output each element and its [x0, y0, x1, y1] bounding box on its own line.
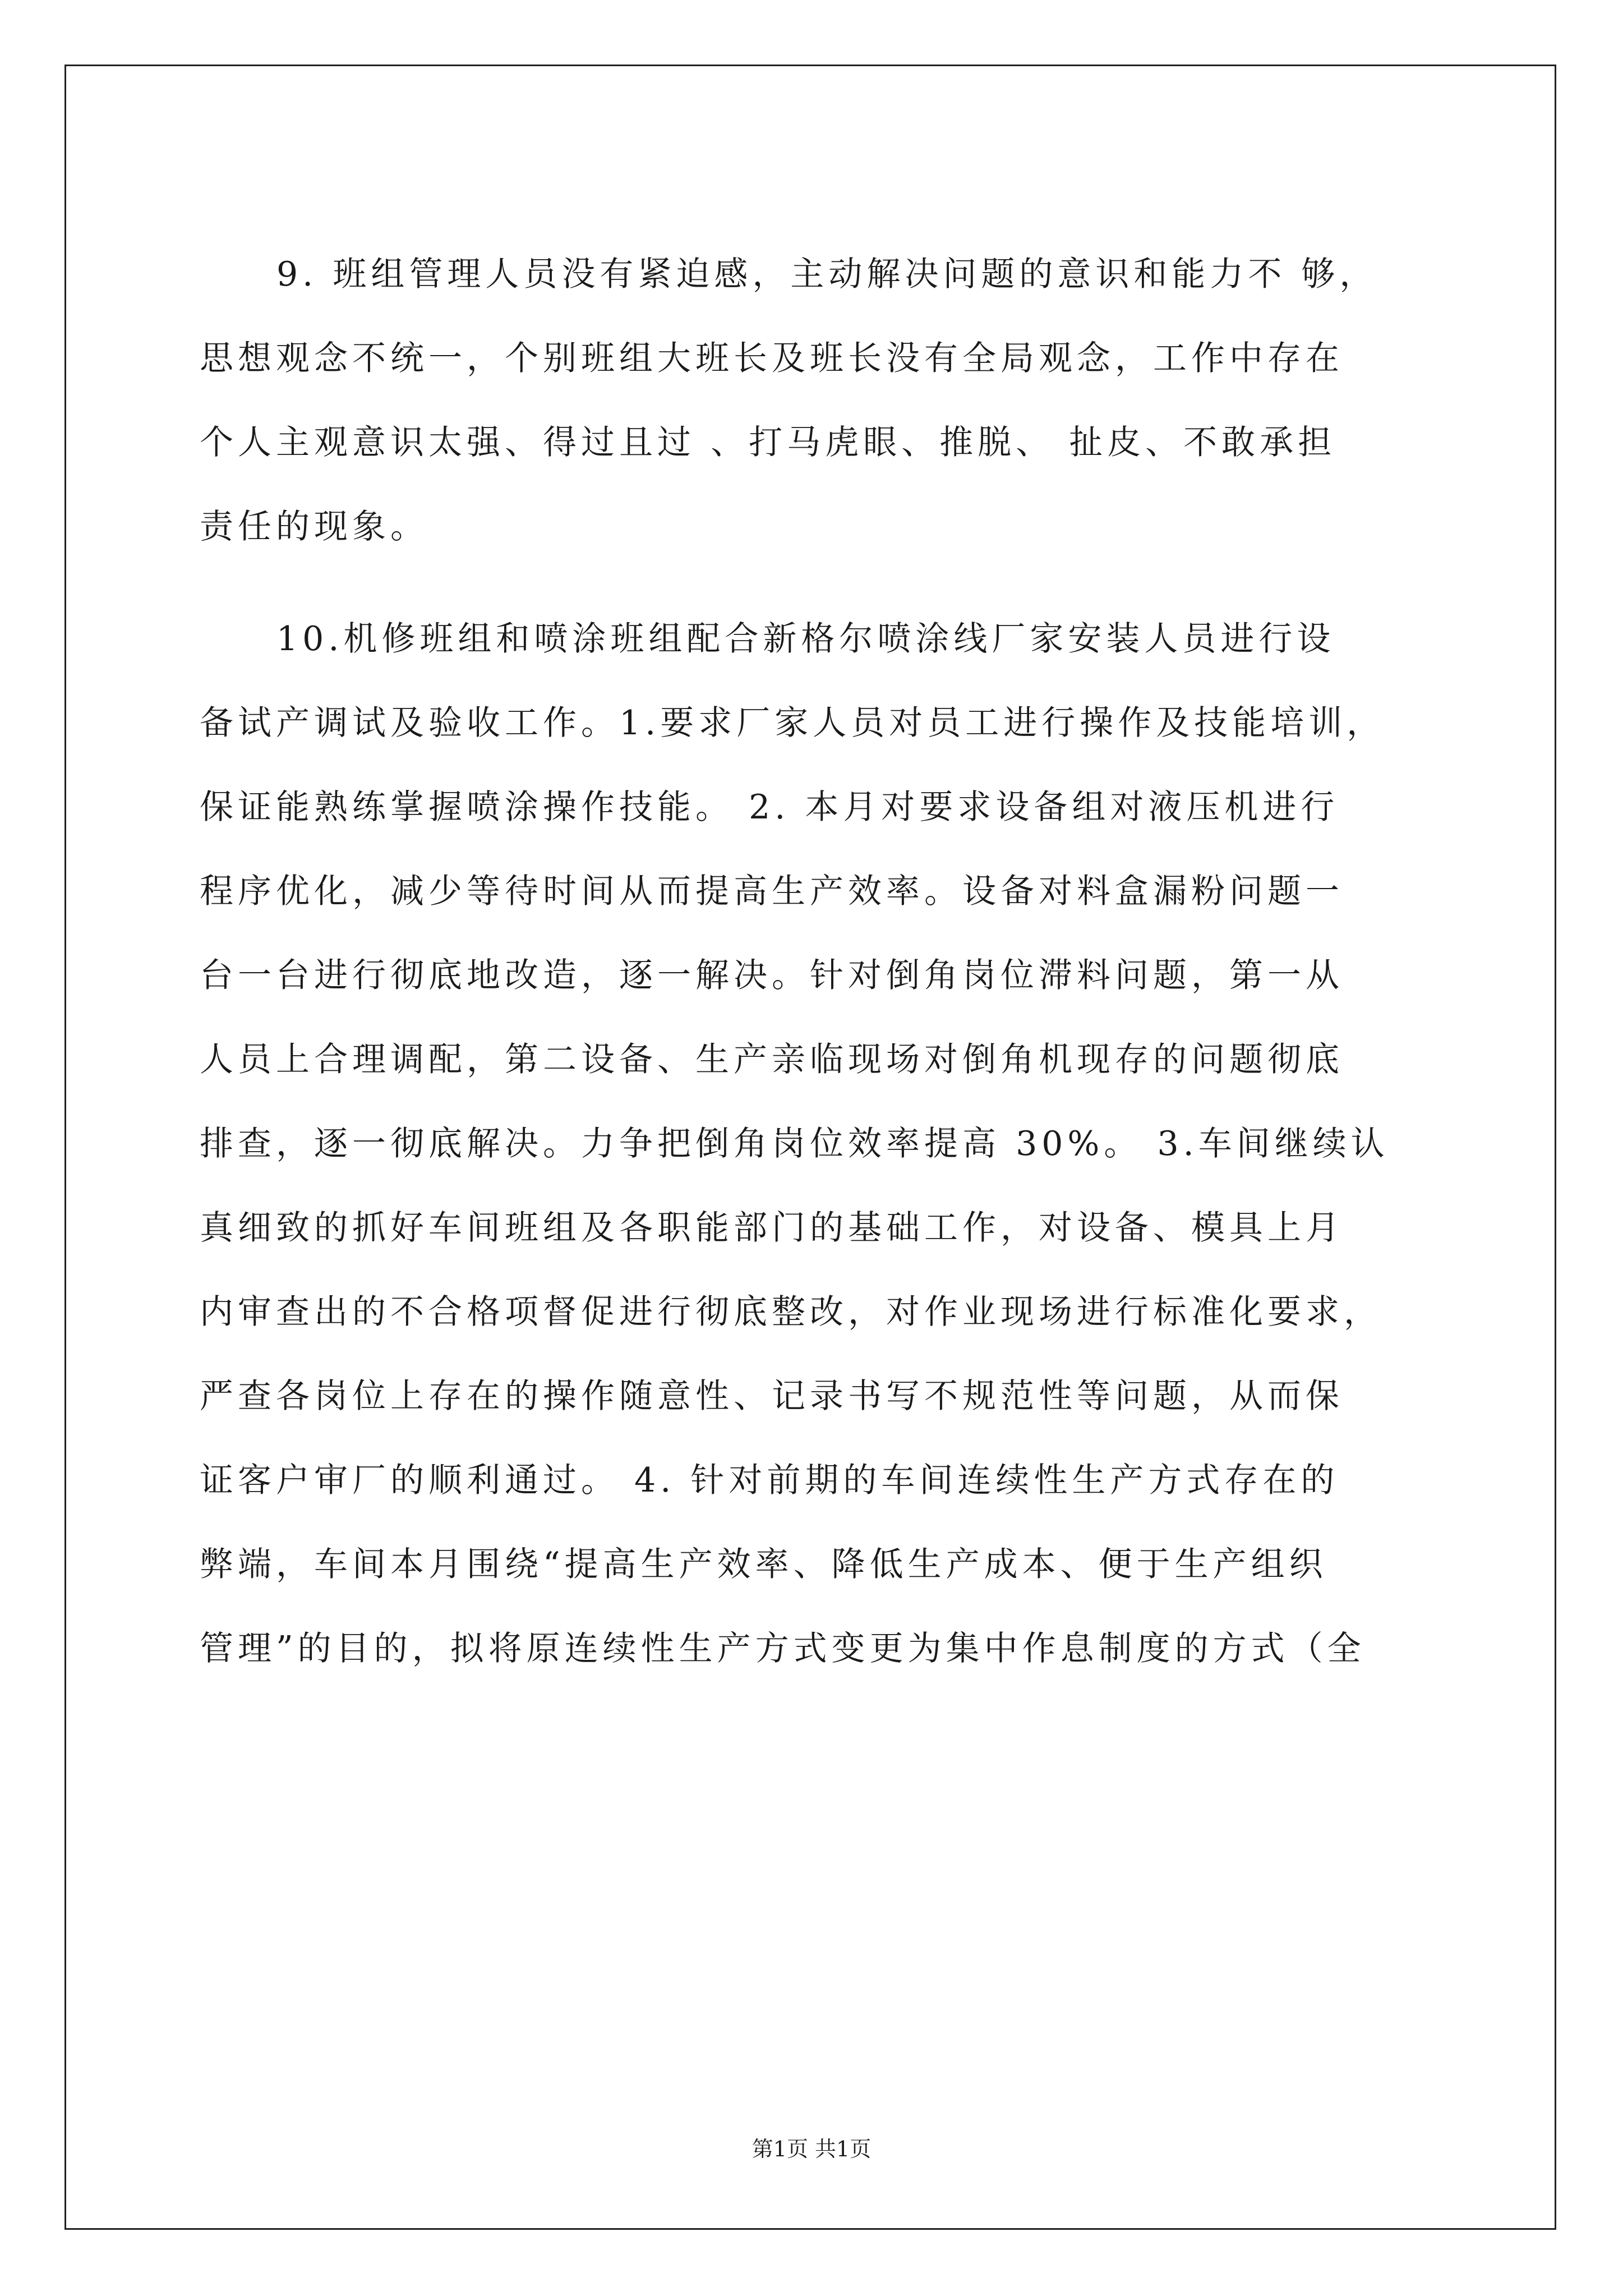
text-line: 严查各岗位上存在的操作随意性、记录书写不规范性等问题，从而保: [200, 1377, 1344, 1416]
text-line: 人员上合理调配，第二设备、生产亲临现场对倒角机现存的问题彻底: [200, 1040, 1344, 1079]
text-line: 弊端，车间本月围绕“提高生产效率、降低生产成本、便于生产组织: [200, 1545, 1327, 1584]
text-line: 10.机修班组和喷涂班组配合新格尔喷涂线厂家安装人员进行设: [276, 619, 1335, 659]
page-footer: 第1页 共1页: [751, 2137, 872, 2161]
text-line: 台一台进行彻底地改造，逐一解决。针对倒角岗位滞料问题，第一从: [200, 956, 1344, 995]
text-line: 备试产调试及验收工作。1.要求厂家人员对员工进行操作及技能培训，: [200, 703, 1385, 743]
text-line: 个人主观意识太强、得过且过 、打马虎眼、推脱、 扯皮、不敢承担: [200, 423, 1336, 462]
text-line: 保证能熟练掌握喷涂操作技能。 2. 本月对要求设备组对液压机进行: [200, 788, 1339, 827]
text-line: 思想观念不统一，个别班组大班长及班长没有全局观念，工作中存在: [200, 339, 1344, 378]
text-line: 责任的现象。: [200, 507, 428, 546]
text-line: 真细致的抓好车间班组及各职能部门的基础工作，对设备、模具上月: [200, 1208, 1344, 1248]
text-line: 9. 班组管理人员没有紧迫感，主动解决问题的意识和能力不 够，: [276, 255, 1378, 294]
text-line: 程序优化，减少等待时间从而提高生产效率。设备对料盒漏粉问题一: [200, 872, 1344, 911]
text-line: 管理”的目的，拟将原连续性生产方式变更为集中作息制度的方式（全: [200, 1629, 1366, 1668]
text-line: 证客户审厂的顺利通过。 4. 针对前期的车间连续性生产方式存在的: [200, 1461, 1339, 1500]
text-line: 排查，逐一彻底解决。力争把倒角岗位效率提高 30%。 3.车间继续认: [200, 1124, 1389, 1163]
text-line: 内审查出的不合格项督促进行彻底整改，对作业现场进行标准化要求，: [200, 1292, 1382, 1332]
